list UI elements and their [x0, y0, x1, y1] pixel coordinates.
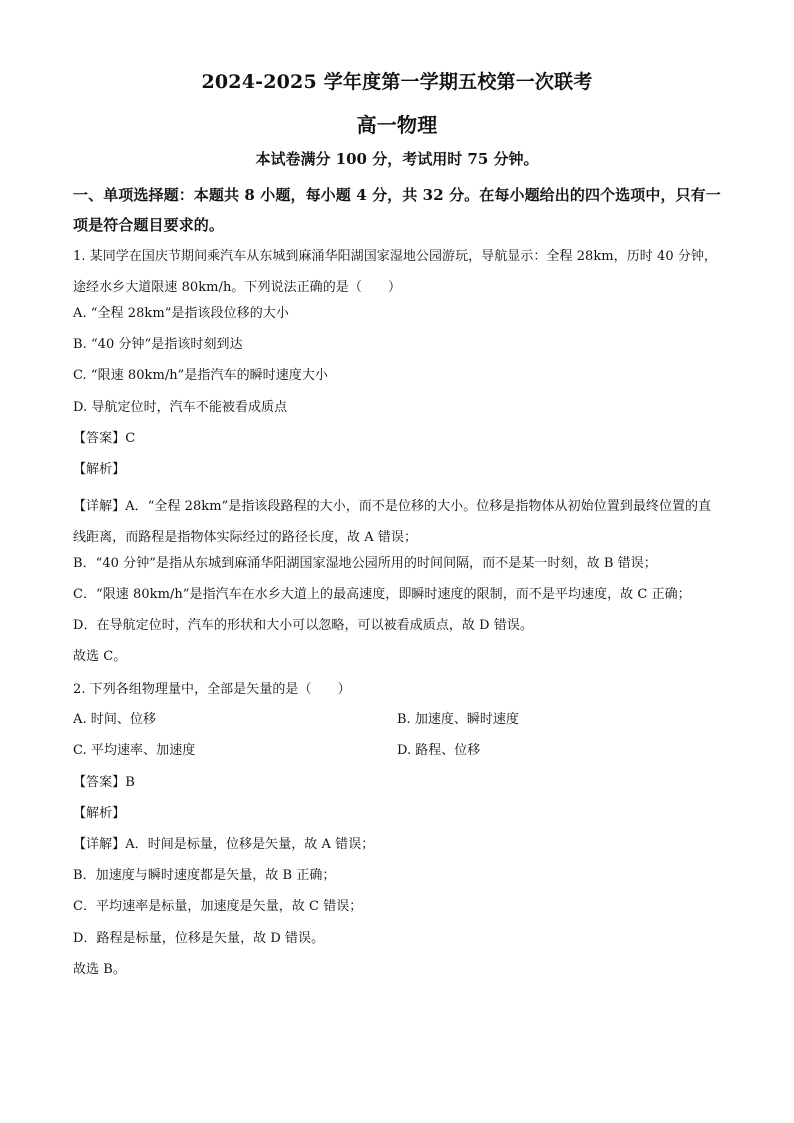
question-2-detail-b: B．加速度与瞬时速度都是矢量，故 B 正确；: [73, 868, 336, 883]
exam-meta: 本试卷满分 100 分，考试用时 75 分钟。: [255, 150, 539, 168]
question-1-conclusion: 故选 C。: [73, 649, 127, 664]
question-2-stem: 2. 下列各组物理量中，全部是矢量的是（ ）: [73, 682, 351, 697]
question-1-analysis-label: 【解析】: [73, 462, 126, 477]
question-1-stem: 1. 某同学在国庆节期间乘汽车从东城到麻涌华阳湖国家湿地公园游玩，导航显示：全程 28km，历时 40 分钟，途经水乡大道限速 80km/h。下列说法正确的是（ ）: [73, 249, 717, 295]
question-1-answer: 【答案】C: [73, 431, 136, 446]
question-2-conclusion: 故选 B。: [73, 962, 126, 977]
question-1-option-a: A. “全程 28km”是指该段位移的大小: [73, 306, 289, 321]
question-1-detail-c: C．“限速 80km/h”是指汽车在水乡大道上的最高速度，即瞬时速度的限制，而不是平均速度，故 C 正确；: [73, 587, 691, 602]
question-1-detail-b: B．“40 分钟”是指从东城到麻涌华阳湖国家湿地公园所用的时间间隔，而不是某一时刻，故 B 错误；: [73, 556, 657, 571]
question-1-option-b: B. “40 分钟”是指该时刻到达: [73, 337, 243, 352]
question-1-option-d: D. 导航定位时，汽车不能被看成质点: [73, 400, 288, 415]
question-2-analysis-label: 【解析】: [73, 806, 126, 821]
question-2-detail-d: D．路程是标量，位移是矢量，故 D 错误。: [73, 931, 325, 946]
question-2-option-b: B. 加速度、瞬时速度: [397, 712, 519, 727]
page-title: 2024-2025 学年度第一学期五校第一次联考: [201, 71, 593, 93]
question-2-detail-c: C．平均速率是标量，加速度是矢量，故 C 错误；: [73, 899, 363, 914]
question-1-detail-d: D．在导航定位时，汽车的形状和大小可以忽略，可以被看成质点，故 D 错误。: [73, 618, 533, 633]
question-2-answer: 【答案】B: [73, 775, 135, 790]
question-2-option-c: C. 平均速率、加速度: [73, 743, 196, 758]
question-1-detail-a: 【详解】A．“全程 28km”是指该段路程的大小，而不是位移的大小。位移是指物体从初始位置到最终位置的直线距离，而路程是指物体实际经过的路径长度，故 A 错误；: [73, 499, 712, 545]
question-2-option-d: D. 路程、位移: [397, 743, 481, 758]
question-1-option-c: C. “限速 80km/h”是指汽车的瞬时速度大小: [73, 368, 328, 383]
question-2-detail-a: 【详解】A．时间是标量，位移是矢量，故 A 错误；: [73, 837, 375, 852]
question-2-option-a: A. 时间、位移: [73, 712, 157, 727]
section-heading: 一、单项选择题：本题共 8 小题，每小题 4 分，共 32 分。在每小题给出的四个选项中，只有一项是符合题目要求的。: [73, 186, 721, 234]
page-subtitle: 高一物理: [356, 113, 438, 137]
